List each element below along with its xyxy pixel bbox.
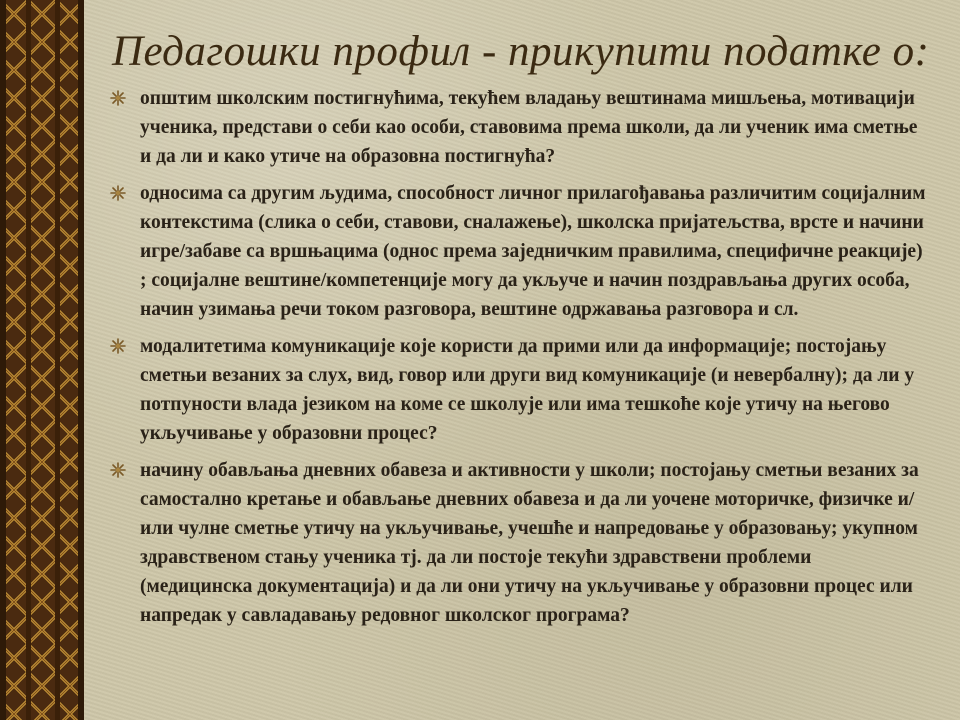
slide-title: Педагошки профил - прикупити податке о: [112, 28, 930, 75]
star-burst-icon [110, 338, 126, 354]
bullet-text: модалитетима комуникације које користи да прими или да информације; постојању сметњи везаних за слух, вид, говор или други вид комуникације (и невербалну); да ли у потпуности влада језиком на коме се школује или има тешкоће које утичу на његово укључивање у образовни процес? [140, 336, 915, 444]
bullet-item [108, 179, 928, 324]
bullet-text: начину обављања дневних обавеза и активности у школи; постојању сметњи везаних за самостално кретање и обављање дневних обавеза и да ли уочене моторичке, физичке и/или чулне сметње утичу на укључивање, учешће и напредовање у образовању; укупном здравственом стању ученика тј. да ли постоје текући здравствени проблеми (медицинска документација) и да ли они утичу на укључивање у образовни процес или напредак у савладавању редовног школског програма? [140, 460, 919, 626]
bullet-item [108, 84, 928, 171]
star-burst-icon [110, 90, 126, 106]
bullet-text: општим школским постигнућима, текућем владању вештинама мишљења, мотивацији ученика, представи о себи као особи, ставовима према школи, да ли ученик има сметње и да ли и како утиче на образовна постигнућа? [140, 88, 918, 167]
star-burst-icon [110, 462, 126, 478]
bullet-item [108, 456, 928, 630]
bullet-text: односима са другим људима, способност личног прилагођавања различитим социјалним контекстима (слика о себи, ставови, сналажење), школска пријатељства, врсте и начини игре/забаве са вршњацима (однос према заједничким правилима, специфичне реакције) ; социјалне вештине/компетенције могу да укључе и начин поздрављања других особа, начин узимања речи током разговора, вештине одржавања разговора и сл. [140, 183, 926, 320]
decorative-lattice-strip [0, 0, 84, 720]
star-burst-icon [110, 185, 126, 201]
bullet-item [108, 332, 928, 448]
bullet-list [108, 84, 928, 638]
lattice-pattern [0, 0, 84, 720]
